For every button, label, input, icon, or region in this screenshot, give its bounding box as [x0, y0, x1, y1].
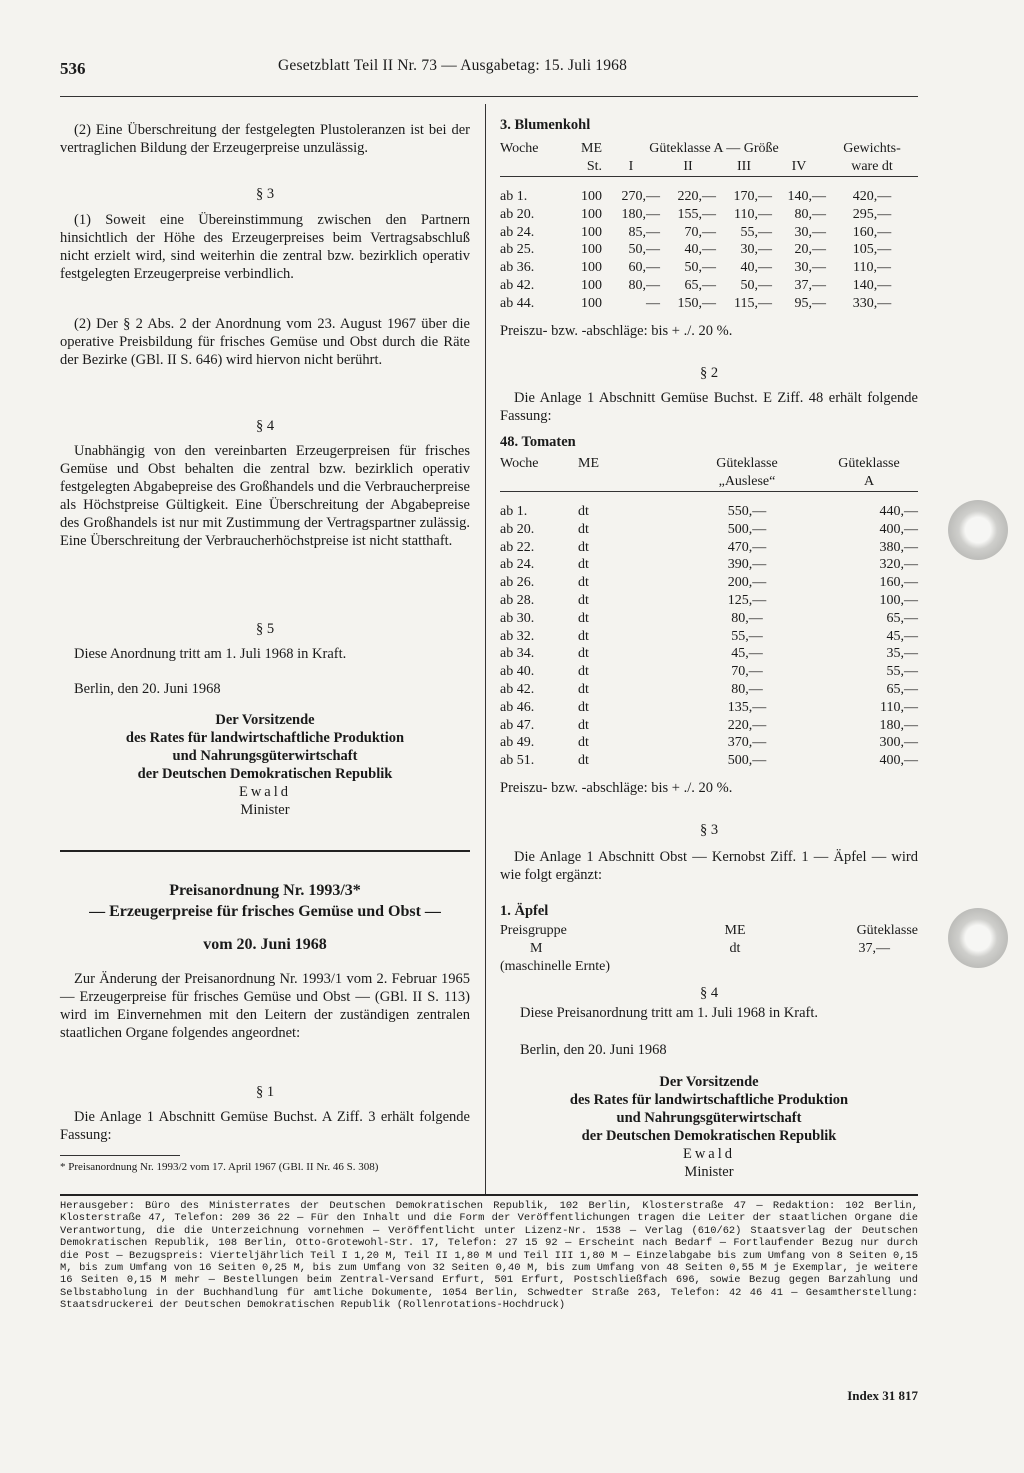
- blumenkohl-note: Preiszu- bzw. -abschläge: bis + ./. 20 %.: [500, 323, 733, 339]
- col-header-size: III: [737, 158, 751, 174]
- imprint-text: Herausgeber: Büro des Ministerrates der Deutschen Demokratischen Republik, 102 Berlin, Klosterstraße 47 — Redaktion: 102 Berlin, Klosterstraße 47, Telefon: 209 36 22 — Für den Inhalt und die Form der Veröffentlichungen tragen die Leiter der staatlichen Organe die Verantwortung, die die Unterzeichnung vornehmen — Veröffentlicht unter Lizenz-Nr. 1538 — Verlag (610/62) Staatsverlag der Deutschen Demokratischen Republik, 108 Berlin, Otto-Grotewohl-Str. 17, Telefon: 27 15 92 — Erscheint nach Bedarf — Fortlaufender Bezug nur durch die Post — Bezugspreis: Vierteljährlich Teil I 1,20 M, Teil II 1,80 M und Teil III 1,80 M — Einzelabgabe bis zum Umfang von 8 Seiten 0,15 M, bis zum Umfang von 16 Seiten 0,25 M, bis zum Umfang von 32 Seiten 0,40 M, bis zum Umfang von 48 Seiten 0,55 M je Exemplar, je weitere 16 Seiten 0,15 M mehr — Bestellungen beim Zentral-Versand Erfurt, 501 Erfurt, Postschließfach 696, sowie Bezug gegen Barzahlung und Selbstabholung in der Buchhandlung für amtliche Dokumente, 1054 Berlin, Schwedter Straße 263, Telefon: 42 46 41 — Gesamtherstellung: Staatsdruckerei der Deutschen Demokratischen Republik (Rollenrotations-Hochdruck): [60, 1200, 918, 1312]
- table-cell: ab 1.: [500, 189, 528, 205]
- section-heading-1: § 1: [255, 1084, 275, 1100]
- table-cell: 30,—: [740, 242, 772, 258]
- column-divider: [485, 104, 486, 1194]
- aepfel-price-table: [500, 922, 918, 975]
- table-row: [500, 717, 918, 735]
- table-cell: 500,—: [727, 753, 767, 769]
- table-cell: ab 51.: [500, 753, 535, 769]
- table-row: [500, 699, 918, 717]
- table-cell: 55,—: [740, 224, 772, 240]
- signature-line: des Rates für landwirtschaftliche Produktion: [125, 730, 405, 746]
- col-header-size: IV: [791, 158, 807, 174]
- table-cell: 100: [581, 242, 602, 258]
- aepfel-heading: 1. Äpfel: [500, 903, 549, 919]
- table-cell: 40,—: [684, 242, 716, 258]
- aepfel-price-group: M: [530, 940, 543, 956]
- table-cell: 270,—: [621, 189, 660, 205]
- table-cell: 20,—: [794, 242, 826, 258]
- footnote: * Preisanordnung Nr. 1993/2 vom 17. April 1967 (GBl. II Nr. 46 S. 308): [60, 1161, 379, 1173]
- table-cell: 110,—: [734, 206, 772, 222]
- col-header-me: ME: [724, 923, 746, 938]
- table-row: [500, 681, 918, 699]
- table-cell: ab 46.: [500, 699, 535, 715]
- table-row: [500, 503, 918, 521]
- table-cell: 70,—: [731, 664, 763, 680]
- table-cell: 295,—: [852, 206, 892, 222]
- table-cell: 55,—: [886, 664, 918, 680]
- table-cell: 330,—: [852, 295, 892, 311]
- table-cell: ab 20.: [500, 206, 535, 222]
- tomaten-price-table: [500, 455, 918, 770]
- page-number: 536: [60, 59, 86, 78]
- signature-line: des Rates für landwirtschaftliche Produktion: [569, 1092, 849, 1108]
- table-cell: 30,—: [794, 224, 826, 240]
- table-cell: 100: [581, 224, 602, 240]
- table-cell: 70,—: [684, 224, 716, 240]
- table-cell: ab 30.: [500, 610, 535, 626]
- imprint-rule: [60, 1194, 918, 1196]
- tomaten-note: Preiszu- bzw. -abschläge: bis + ./. 20 %.: [500, 780, 733, 796]
- table-cell: 40,—: [740, 260, 772, 276]
- table-row: [500, 752, 918, 770]
- table-row: [500, 556, 918, 574]
- signatory-name: Ewald: [682, 1146, 736, 1162]
- table-row: [500, 592, 918, 610]
- table-cell: ab 24.: [500, 557, 535, 573]
- table-cell: 440,—: [879, 504, 918, 520]
- section-heading-4-right: § 4: [699, 985, 719, 1001]
- table-cell: dt: [578, 717, 589, 733]
- table-row: [500, 663, 918, 681]
- signature-block-right: [500, 1073, 918, 1181]
- place-date-right: Berlin, den 20. Juni 1968: [520, 1042, 667, 1058]
- table-cell: dt: [578, 735, 589, 751]
- table-cell: 65,—: [886, 610, 918, 626]
- ordinance-title-line: — Erzeugerpreise für frisches Gemüse und Obst —: [89, 903, 441, 920]
- table-row: [500, 734, 918, 752]
- index-number: Index 31 817: [847, 1388, 918, 1403]
- aepfel-table: [500, 922, 918, 975]
- blumenkohl-price-table: [500, 140, 918, 313]
- table-cell: dt: [578, 593, 589, 609]
- gazette-title: Gesetzblatt Teil II Nr. 73 — Ausgabetag: 15. Juli 1968: [278, 57, 628, 74]
- table-cell: ab 34.: [500, 646, 535, 662]
- table-cell: ab 40.: [500, 664, 535, 680]
- table-cell: ab 1.: [500, 504, 528, 520]
- ordinance-intro: Zur Änderung der Preisanordnung Nr. 1993/1 vom 2. Februar 1965 — Erzeugerpreise für frisches Gemüse und Obst — (GBl. II S. 113) wird im Einvernehmen mit den Leitern der zuständigen zentralen staatlichen Organe folgendes angeordnet:: [60, 971, 470, 1041]
- table-cell: 470,—: [727, 539, 767, 555]
- table-cell: 85,—: [628, 224, 660, 240]
- table-cell: 105,—: [852, 242, 892, 258]
- table-cell: 35,—: [886, 646, 918, 662]
- table-row: [500, 241, 918, 259]
- col-header-gueteklasse: Güteklasse A — Größe: [649, 141, 779, 156]
- col-header-gewicht: Gewichts-: [843, 141, 901, 156]
- table-row: [500, 188, 918, 206]
- table-cell: ab 32.: [500, 628, 535, 644]
- table-cell: 45,—: [731, 646, 763, 662]
- table-cell: 110,—: [853, 260, 891, 276]
- table-cell: 50,—: [740, 278, 772, 294]
- signature-block: [60, 711, 470, 819]
- place-date: Berlin, den 20. Juni 1968: [74, 681, 221, 697]
- table-cell: 180,—: [621, 206, 660, 222]
- paragraph-s3-2: (2) Der § 2 Abs. 2 der Anordnung vom 23. August 1967 über die operative Preisbildung für frisches Gemüse und Obst durch die Räte der Bezirke (GBl. II S. 646) wird hiervon nicht berührt.: [60, 316, 470, 368]
- aepfel-note: (maschinelle Ernte): [500, 958, 611, 974]
- table-row: [500, 628, 918, 646]
- table-cell: 155,—: [677, 206, 716, 222]
- tomaten-heading: 48. Tomaten: [500, 434, 576, 450]
- col-header-gueteklasse: Güteklasse: [856, 923, 918, 938]
- table-cell: 100: [581, 206, 602, 222]
- paragraph-s3-1: (1) Soweit eine Übereinstimmung zwischen den Partnern hinsichtlich der Höhe des Erzeugerpreises beim Vertragsabschluß nicht erzielt wird, sind weiterhin die zentral bzw. bezirklich operativ festgelegten Erzeugerpreise verbindlich.: [60, 212, 470, 282]
- table-cell: 100: [581, 295, 602, 311]
- table-cell: 390,—: [727, 557, 767, 573]
- footnote-rule: [60, 1155, 180, 1156]
- table-cell: dt: [578, 610, 589, 626]
- table-cell: 65,—: [886, 682, 918, 698]
- blumenkohl-heading: 3. Blumenkohl: [500, 117, 591, 133]
- table-cell: 135,—: [727, 699, 767, 715]
- table-cell: 65,—: [684, 278, 716, 294]
- section-heading-3: § 3: [255, 186, 275, 202]
- table-cell: dt: [578, 753, 589, 769]
- table-cell: ab 49.: [500, 735, 535, 751]
- table-cell: 100: [581, 260, 602, 276]
- blumenkohl-table: [500, 140, 918, 313]
- table-cell: dt: [578, 628, 589, 644]
- table-cell: 37,—: [794, 278, 826, 294]
- paragraph-s5: Diese Anordnung tritt am 1. Juli 1968 in Kraft.: [74, 646, 347, 662]
- paragraph-s4-right: Diese Preisanordnung tritt am 1. Juli 1968 in Kraft.: [520, 1005, 819, 1021]
- ordinance-title: [60, 880, 470, 955]
- table-cell: 320,—: [879, 557, 918, 573]
- table-cell: ab 47.: [500, 717, 535, 733]
- table-cell: dt: [578, 646, 589, 662]
- table-cell: 80,—: [731, 682, 763, 698]
- table-cell: ab 24.: [500, 224, 535, 240]
- ordinance-title-line: Preisanordnung Nr. 1993/3*: [169, 882, 361, 899]
- table-row: [500, 539, 918, 557]
- paragraph-s2: Die Anlage 1 Abschnitt Gemüse Buchst. E Ziff. 48 erhält folgende Fassung:: [500, 390, 918, 424]
- table-cell: 45,—: [886, 628, 918, 644]
- col-header-unit: St.: [586, 158, 602, 174]
- table-cell: dt: [578, 699, 589, 715]
- signatory-role: Minister: [684, 1164, 734, 1180]
- table-cell: 300,—: [879, 735, 918, 751]
- table-cell: ab 44.: [500, 295, 535, 311]
- table-cell: 400,—: [879, 753, 918, 769]
- table-cell: 400,—: [879, 521, 918, 537]
- col-header-preisgruppe: Preisgruppe: [500, 923, 567, 938]
- table-cell: 140,—: [852, 278, 892, 294]
- table-cell: 110,—: [880, 699, 918, 715]
- section-heading-3-right: § 3: [699, 822, 719, 838]
- col-header-auslese: Güteklasse: [716, 456, 778, 471]
- table-row: [500, 610, 918, 628]
- paragraph-s4: Unabhängig von den vereinbarten Erzeugerpreisen für frisches Gemüse und Obst behalten die zentral bzw. bezirklich operativ festgelegten Abgabepreise des Großhandels und die Verbraucherpreise als Höchstpreise Gültigkeit. Eine Überschreitung der Abgabepreise des Großhandels ist nur mit Zustimmung der Vertragspartner zulässig. Eine Überschreitung der Verbraucherhöchstpreise ist nicht statthaft.: [60, 443, 470, 549]
- table-cell: 30,—: [794, 260, 826, 276]
- table-cell: 80,—: [628, 278, 660, 294]
- table-cell: 170,—: [733, 189, 772, 205]
- signature-line: der Deutschen Demokratischen Republik: [137, 766, 393, 782]
- table-cell: 550,—: [727, 504, 767, 520]
- table-row: [500, 521, 918, 539]
- table-cell: dt: [578, 664, 589, 680]
- aepfel-price: 37,—: [858, 940, 890, 956]
- header-rule: [60, 96, 918, 97]
- tomaten-table: [500, 455, 918, 770]
- table-cell: 125,—: [727, 593, 767, 609]
- table-cell: ab 25.: [500, 242, 535, 258]
- signature-line: der Deutschen Demokratischen Republik: [581, 1128, 837, 1144]
- col-header-klasse-a-sub: A: [863, 473, 875, 489]
- table-cell: 140,—: [787, 189, 826, 205]
- table-cell: dt: [578, 575, 589, 591]
- table-cell: 80,—: [794, 206, 826, 222]
- signature-line: und Nahrungsgüterwirtschaft: [616, 1110, 802, 1126]
- col-header-size: II: [683, 158, 693, 174]
- ordinance-date: vom 20. Juni 1968: [203, 936, 327, 953]
- table-cell: 150,—: [677, 295, 716, 311]
- signature-line: Der Vorsitzende: [659, 1074, 759, 1090]
- section-heading-5: § 5: [255, 621, 275, 637]
- table-cell: dt: [578, 557, 589, 573]
- table-cell: 220,—: [727, 717, 767, 733]
- table-row: [500, 295, 918, 313]
- table-cell: 220,—: [677, 189, 716, 205]
- table-cell: 95,—: [794, 295, 826, 311]
- ordinance-separator: [60, 850, 470, 852]
- section-heading-4: § 4: [255, 418, 275, 434]
- paragraph-s1: Die Anlage 1 Abschnitt Gemüse Buchst. A Ziff. 3 erhält folgende Fassung:: [60, 1109, 470, 1143]
- table-cell: 420,—: [852, 189, 892, 205]
- col-header-klasse-a: Güteklasse: [838, 456, 900, 471]
- table-row: [500, 645, 918, 663]
- table-cell: 370,—: [727, 735, 767, 751]
- paragraph-s3-right: Die Anlage 1 Abschnitt Obst — Kernobst Ziff. 1 — Äpfel — wird wie folgt ergänzt:: [500, 849, 918, 883]
- table-cell: dt: [578, 504, 589, 520]
- table-row: [500, 277, 918, 295]
- table-cell: ab 42.: [500, 278, 535, 294]
- table-cell: 180,—: [879, 717, 918, 733]
- table-cell: 100: [581, 189, 602, 205]
- table-row: [500, 206, 918, 224]
- table-cell: ab 26.: [500, 575, 535, 591]
- col-header-gewicht-unit: ware dt: [851, 158, 893, 174]
- signatory-role: Minister: [240, 802, 290, 818]
- table-cell: 200,—: [727, 575, 767, 591]
- table-cell: dt: [578, 682, 589, 698]
- col-header-size: I: [628, 158, 634, 174]
- section-heading-2: § 2: [699, 365, 719, 381]
- signature-line: und Nahrungsgüterwirtschaft: [172, 748, 358, 764]
- table-row: [500, 259, 918, 277]
- table-cell: ab 22.: [500, 539, 535, 555]
- table-row: [500, 574, 918, 592]
- punch-hole: [948, 908, 1008, 968]
- punch-hole: [948, 500, 1008, 560]
- col-header-auslese-sub: „Auslese“: [718, 473, 776, 489]
- col-header-me: ME: [578, 456, 599, 471]
- table-cell: 380,—: [879, 539, 918, 555]
- table-cell: 160,—: [879, 575, 918, 591]
- table-cell: 50,—: [628, 242, 660, 258]
- table-cell: ab 36.: [500, 260, 535, 276]
- table-cell: ab 20.: [500, 521, 535, 537]
- table-cell: 80,—: [731, 610, 763, 626]
- col-header-woche: Woche: [500, 456, 539, 471]
- table-cell: dt: [578, 521, 589, 537]
- col-header-woche: Woche: [500, 141, 539, 156]
- table-cell: ab 42.: [500, 682, 535, 698]
- table-cell: 50,—: [684, 260, 716, 276]
- table-cell: ab 28.: [500, 593, 535, 609]
- table-row: [500, 224, 918, 242]
- table-cell: 160,—: [852, 224, 892, 240]
- table-cell: 115,—: [734, 295, 772, 311]
- table-cell: 500,—: [727, 521, 767, 537]
- col-header-me: ME: [581, 141, 602, 156]
- table-cell: dt: [578, 539, 589, 555]
- table-cell: 55,—: [731, 628, 763, 644]
- paragraph-plustoleranz: (2) Eine Überschreitung der festgelegten Plustoleranzen ist bei der vertraglichen Bildung der Erzeugerpreise unzulässig.: [60, 122, 470, 156]
- table-cell: 60,—: [628, 260, 660, 276]
- table-cell: 100,—: [879, 593, 918, 609]
- signatory-name: Ewald: [238, 784, 292, 800]
- aepfel-unit: dt: [729, 940, 741, 956]
- table-cell: 100: [581, 278, 602, 294]
- table-cell: —: [646, 295, 660, 311]
- signature-line: Der Vorsitzende: [215, 712, 315, 728]
